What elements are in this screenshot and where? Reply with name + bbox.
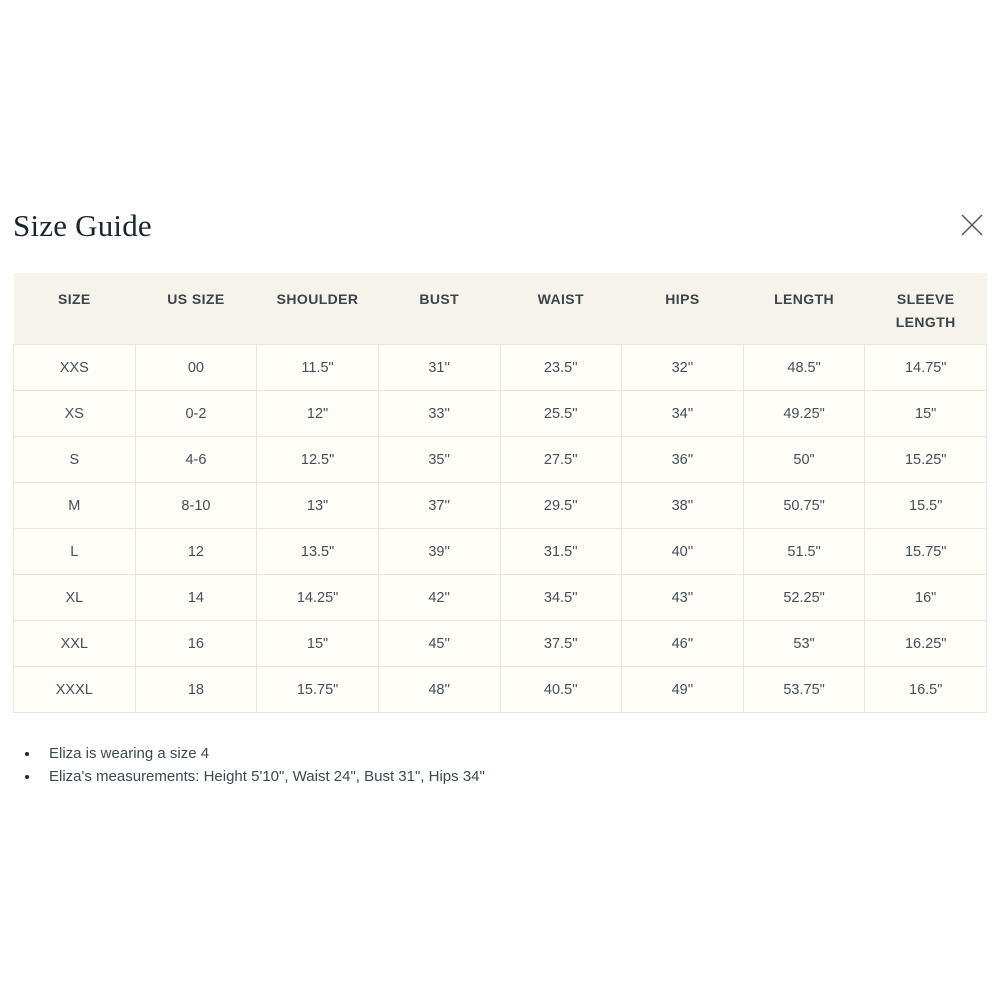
table-cell: 14 — [135, 575, 257, 621]
model-notes-list — [13, 742, 987, 788]
table-cell: 33'' — [378, 391, 500, 437]
table-cell: 8-10 — [135, 483, 257, 529]
table-cell: M — [14, 483, 136, 529]
table-cell: 25.5'' — [500, 391, 622, 437]
table-cell: 37'' — [378, 483, 500, 529]
table-cell: 49'' — [622, 667, 744, 713]
table-cell: 18 — [135, 667, 257, 713]
table-cell: 45'' — [378, 621, 500, 667]
table-cell: 50.75" — [743, 483, 865, 529]
table-cell: 37.5'' — [500, 621, 622, 667]
table-cell: 31.5'' — [500, 529, 622, 575]
table-cell: 14.75" — [865, 345, 987, 391]
table-cell: 32'' — [622, 345, 744, 391]
table-cell: 53.75" — [743, 667, 865, 713]
page-title: Size Guide — [13, 208, 152, 243]
table-cell: 15" — [257, 621, 379, 667]
table-cell: 34.5'' — [500, 575, 622, 621]
table-cell: 53" — [743, 621, 865, 667]
table-header-row — [14, 273, 987, 345]
table-cell: 31'' — [378, 345, 500, 391]
close-icon — [959, 226, 985, 241]
table-cell: 34'' — [622, 391, 744, 437]
table-cell: 00 — [135, 345, 257, 391]
table-cell: 0-2 — [135, 391, 257, 437]
table-row-m — [14, 483, 987, 529]
table-cell: 40'' — [622, 529, 744, 575]
table-cell: 13.5" — [257, 529, 379, 575]
column-header-length: LENGTH — [743, 273, 865, 345]
table-cell: 39'' — [378, 529, 500, 575]
table-cell: XS — [14, 391, 136, 437]
table-cell: 49.25" — [743, 391, 865, 437]
table-cell: 27.5'' — [500, 437, 622, 483]
column-header-waist: WAIST — [500, 273, 622, 345]
table-cell: 40.5'' — [500, 667, 622, 713]
table-cell: 15.25" — [865, 437, 987, 483]
table-cell: 4-6 — [135, 437, 257, 483]
table-cell: 35'' — [378, 437, 500, 483]
column-header-bust: BUST — [378, 273, 500, 345]
table-cell: XXXL — [14, 667, 136, 713]
table-cell: XXS — [14, 345, 136, 391]
table-cell: 15.5" — [865, 483, 987, 529]
size-chart-table — [13, 273, 987, 714]
table-cell: 48.5" — [743, 345, 865, 391]
table-row-l — [14, 529, 987, 575]
column-header-us-size: US SIZE — [135, 273, 257, 345]
table-cell: 43'' — [622, 575, 744, 621]
close-button[interactable] — [957, 210, 987, 240]
table-cell: S — [14, 437, 136, 483]
table-cell: 15.75" — [257, 667, 379, 713]
table-cell: L — [14, 529, 136, 575]
column-header-hips: HIPS — [622, 273, 744, 345]
table-cell: 12.5" — [257, 437, 379, 483]
column-header-sleeve-length: SLEEVE LENGTH — [865, 273, 987, 345]
column-header-size: SIZE — [14, 273, 136, 345]
table-cell: 48'' — [378, 667, 500, 713]
table-cell: 23.5'' — [500, 345, 622, 391]
table-cell: 42'' — [378, 575, 500, 621]
table-cell: XXL — [14, 621, 136, 667]
table-cell: 11.5" — [257, 345, 379, 391]
table-cell: 12" — [257, 391, 379, 437]
table-cell: 16" — [865, 575, 987, 621]
table-cell: 36'' — [622, 437, 744, 483]
table-cell: 16.25" — [865, 621, 987, 667]
column-header-shoulder: SHOULDER — [257, 273, 379, 345]
table-cell: 52.25" — [743, 575, 865, 621]
table-row-xs — [14, 391, 987, 437]
table-row-xxl — [14, 621, 987, 667]
table-row-xxxl — [14, 667, 987, 713]
table-cell: XL — [14, 575, 136, 621]
table-row-s — [14, 437, 987, 483]
table-cell: 51.5" — [743, 529, 865, 575]
table-cell: 46'' — [622, 621, 744, 667]
table-cell: 12 — [135, 529, 257, 575]
table-row-xl — [14, 575, 987, 621]
table-cell: 14.25" — [257, 575, 379, 621]
table-cell: 15.75" — [865, 529, 987, 575]
table-cell: 13" — [257, 483, 379, 529]
table-cell: 15" — [865, 391, 987, 437]
table-cell: 16 — [135, 621, 257, 667]
table-cell: 16.5" — [865, 667, 987, 713]
note-model-measurements: • Eliza's measurements: Height 5'10", Waist 24", Bust 31", Hips 34" — [40, 765, 987, 788]
table-cell: 50" — [743, 437, 865, 483]
table-cell: 38'' — [622, 483, 744, 529]
modal-header — [13, 0, 987, 244]
table-cell: 29.5'' — [500, 483, 622, 529]
note-model-size: • Eliza is wearing a size 4 — [40, 742, 987, 765]
table-row-xxs — [14, 345, 987, 391]
